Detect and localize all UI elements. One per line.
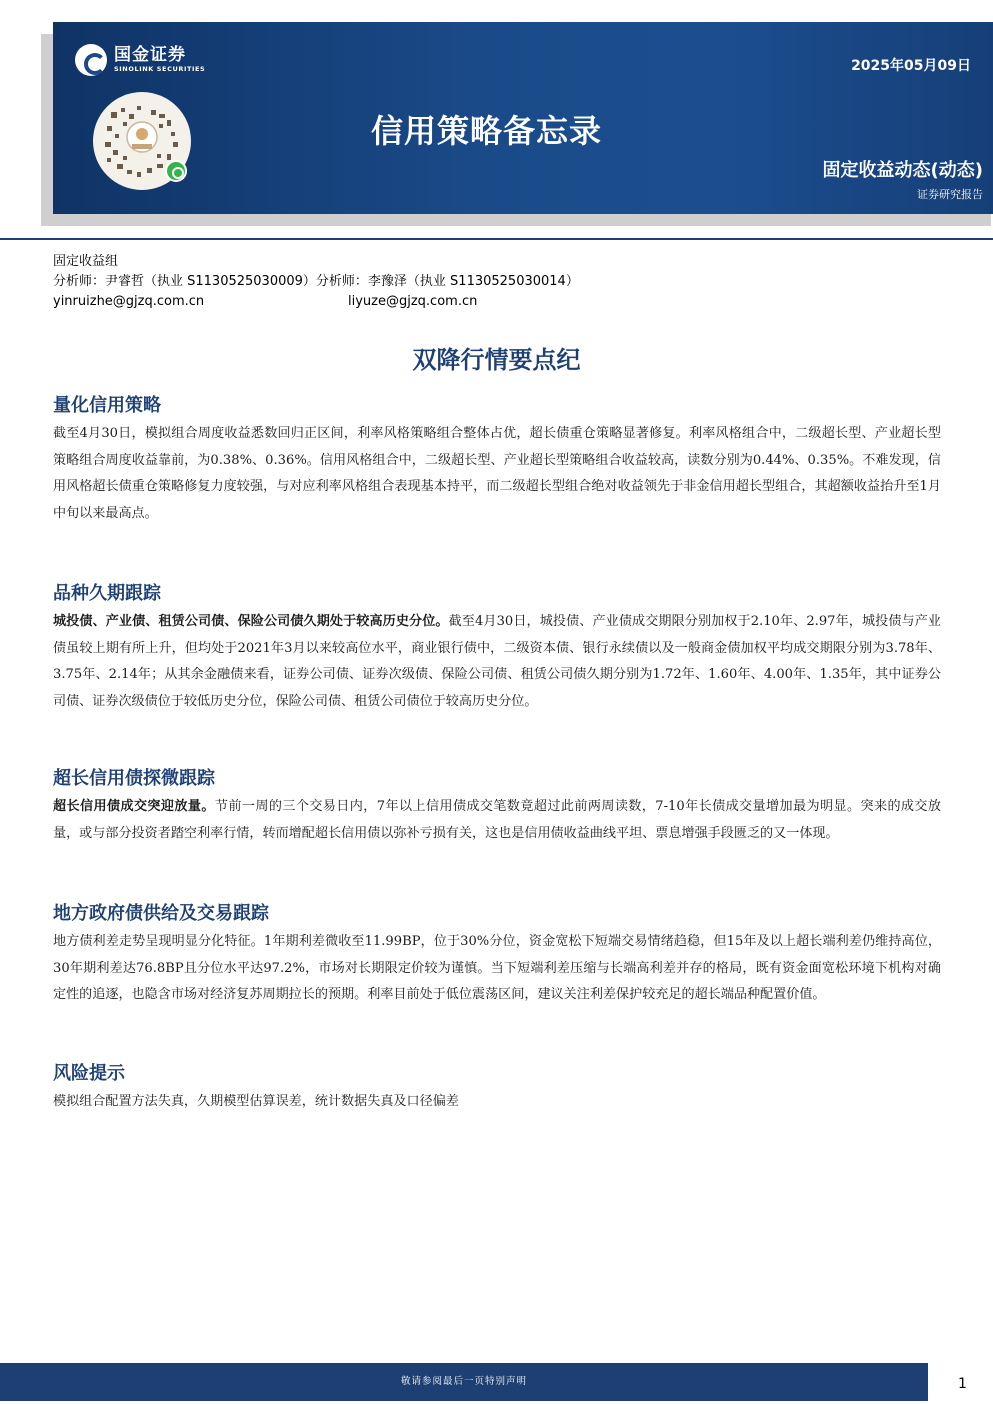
company-logo [75,44,205,76]
mini-program-icon [165,160,187,182]
section-lead: 城投债、产业债、租赁公司债、保险公司债久期处于较高历史分位。 [53,614,449,629]
section-title: 量化信用策略 [53,395,161,416]
header-divider [0,238,993,240]
section-duration-tracking [53,582,941,715]
section-body [53,421,941,527]
section-title: 地方政府债供给及交易跟踪 [53,903,269,924]
logo-en-text: SINOLINK SECURITIES [114,65,206,73]
header-banner [53,22,993,214]
section-risk-warning [53,1062,941,1116]
report-kind: 证券研究报告 [917,188,983,201]
report-type: 固定收益动态(动态) [822,160,983,181]
section-lead: 超长信用债成交突迎放量。 [53,799,215,814]
section-text: 地方债利差走势呈现明显分化特征。1年期利差微收至11.99BP，位于30%分位，资金宽松下短端交易情绪趋稳，但15年及以上超长端利差仍维持高位，30年期利差达76.8BP且分位水平达97.2%，市场对长期限定价较为谨慎。当下短端利差压缩与长端高利差并存的格局，既有资金面宽松环境下机构对确定性的追逐，也隐含市场对经济复苏周期拉长的预期。利率目前处于低位震荡区间，建议关注利差保护较充足的超长端品种配置价值。 [53,934,941,1002]
section-local-gov-bonds [53,902,941,1009]
disclaimer-note: 敬请参阅最后一页特别声明 [400,1376,527,1387]
section-title: 品种久期跟踪 [53,583,161,604]
section-text: 模拟组合配置方法失真，久期模型估算误差，统计数据失真及口径偏差 [53,1094,459,1109]
section-title: 风险提示 [53,1063,125,1084]
author-block [53,252,579,312]
article-headline: 双降行情要点纪 [412,346,581,374]
research-group: 固定收益组 [53,254,119,269]
section-text: 截至4月30日，模拟组合周度收益悉数回归正区间，利率风格策略组合整体占优，超长债重仓策略显著修复。利率风格组合中，二级超长型、产业超长型策略组合周度收益靠前，为0.38%、0.36%。信用风格组合中，二级超长型、产业超长型策略组合收益较高，读数分别为0.44%、0.35%。不难发现，信用风格超长债重仓策略修复力度较强，与对应利率风格组合表现基本持平，而二级超长型组合绝对收益领先于非金信用超长型组合，其超额收益抬升至1月中旬以来最高点。 [53,426,941,521]
section-quant-credit-strategy [53,394,941,527]
section-body [53,794,941,847]
section-text: 节前一周的三个交易日内，7年以上信用债成交笔数竟超过此前两周读数，7-10年长债成交量增加最为明显。突来的成交放量，或与部分投资者踏空利率行情，转而增配超长信用债以弥补亏损有关，这也是信用债收益曲线平坦、票息增强手段匮乏的又一体现。 [53,799,942,841]
footer-bar [0,1363,928,1401]
report-date: 2025年05月09日 [851,58,971,74]
logo-cn-text: 国金证券 [114,45,186,65]
section-text: 截至4月30日，城投债、产业债成交期限分别加权于2.10年、2.97年，城投债与产业债虽较上期有所上升，但均处于2021年3月以来较高位水平，商业银行债中，二级资本债、银行永续债以及一般商金债加权平均成交期限分别为3.78年、3.75年、2.14年；从其余金融债来看，证券公司债、证券次级债、保险公司债、租赁公司债久期分别为1.72年、1.60年、4.00年、1.35年，其中证券公司债、证券次级债位于较低历史分位，保险公司债、租赁公司债位于较高历史分位。 [53,614,941,709]
logo-mark-icon [75,44,107,76]
section-ultra-long-credit [53,767,941,847]
analyst-email-1[interactable]: yinruizhe@gjzq.com.cn [53,294,205,309]
section-title: 超长信用债探微跟踪 [53,768,215,789]
section-body [53,609,941,715]
section-body [53,1089,941,1116]
page-number: 1 [958,1376,967,1392]
analyst-line: 分析师：尹睿哲（执业 S1130525030009）分析师：李豫泽（执业 S1130525030014） [53,274,579,289]
report-title: 信用策略备忘录 [371,112,603,150]
section-body [53,929,941,1009]
analyst-email-2[interactable]: liyuze@gjzq.com.cn [348,294,478,309]
